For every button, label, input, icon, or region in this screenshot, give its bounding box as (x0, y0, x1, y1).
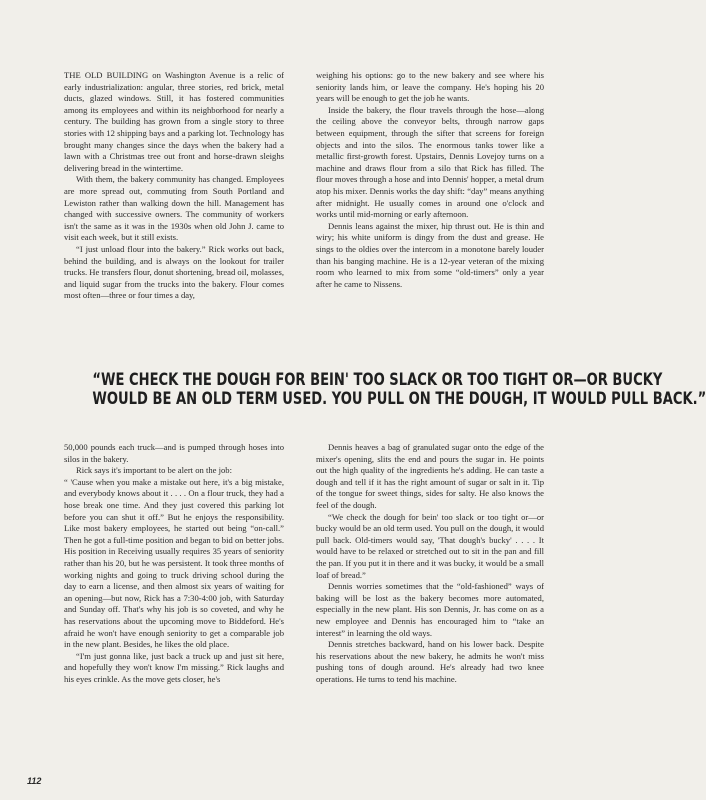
pull-quote (92, 370, 706, 408)
paragraph: Dennis heaves a bag of granulated sugar onto the edge of the mixer's opening, slits the end and pours the sugar in. He points out the high quality of the ingredients he's adding. He can taste a dough and tell if it has the right amount of sugar or salt in it. Tip of the tongue for sweet things, sides for salty. He also knows the feel of the dough. (316, 442, 544, 510)
paragraph: Inside the bakery, the flour travels through the hose—along the ceiling above the conveyor belts, through narrow gaps between equipment, through the sifter that screens for foreign objects and into the silos. The enormous tanks tower like a metallic first-growth forest. Upstairs, Dennis Lovejoy turns on a machine and draws flour from a silo that Rick has filled. The flour moves through a hose and into Dennis' hopper, a metal drum atop his mixer. Dennis works the day shift: “day” means anything after midnight. He usually comes in around one o'clock and works until mid-morning or early afternoon. (316, 104, 544, 220)
paragraph: Dennis worries sometimes that the “old-fashioned” ways of baking will be lost as the bakery becomes more automated, especially in the new plant. His son Dennis, Jr. has come on as a new employee and Dennis has encouraged him to “take an interest” in learning the old ways. (316, 581, 544, 638)
paragraph: With them, the bakery community has changed. Employees are more spread out, commuting from South Portland and Lewiston rather than walking down the hill. Management has changed with successive owners. The community of workers isn't the same as it was in the 1930s when old John J. came to visit each week, but it still exists. (64, 174, 284, 243)
paragraph: “I'm just gonna like, just back a truck up and just sit here, and hopefully they won't know I'm missing.” Rick laughs and his eyes crinkle. As the move gets closer, he's (64, 650, 284, 684)
paragraph: 50,000 pounds each truck—and is pumped through hoses into silos in the bakery. (64, 442, 284, 464)
paragraph: “We check the dough for bein' too slack or too tight or—or bucky would be an old term used. You pull on the dough, it would pull back. Old-timers would say, 'That dough's bucky' . . . . It would have to be relaxed or stretched out to sit in the pan and fill the pan. If you put it in there and it was bucky, it would be a small loaf of bread.” (316, 511, 544, 580)
column-top-right (316, 70, 544, 290)
column-bottom-right (316, 442, 544, 685)
paragraph: weighing his options: go to the new bakery and see where his seniority lands him, or leave the company. He's hoping his 20 years will be enough to get the job he wants. (316, 70, 544, 104)
paragraph: Dennis leans against the mixer, hip thrust out. He is thin and wiry; his white uniform is dingy from the dust and grease. He sings to the oldies over the intercom in a monotone barely louder than his banging machine. He is a 12-year veteran of the mixing room who learned to mix from some “old-timers” only a year after he came to Nissens. (316, 220, 544, 289)
paragraph: Dennis stretches backward, hand on his lower back. Despite his reservations about the new bakery, he admits he won't miss pushing tons of dough around. He's already had two knee operations. He turns to tend his machine. (316, 639, 544, 684)
paragraph: “I just unload flour into the bakery.” Rick works out back, behind the building, and is always on the lookout for trailer trucks. He transfers flour, donut shortening, bread oil, molasses, and liquid sugar from the trucks into the bakery. Flour comes most often—three or four times a day, (64, 243, 284, 301)
column-top-left (64, 70, 284, 302)
pull-quote-line: “WE CHECK THE DOUGH FOR BEIN' TOO SLACK OR TOO TIGHT OR—OR BUCKY (92, 370, 663, 389)
paragraph: “ 'Cause when you make a mistake out here, it's a big mistake, and everybody knows about it . . . . On a flour truck, they had a hose break one time. And they just covered this parking lot before you can shut it off.” But he enjoys the responsibility. Like most bakery employees, he started out being “on-call.” Then he got a full-time position and began to bid on better jobs. His position in Receiving usually requires 35 years of seniority rather than his 20, but he was persistent. It took three months of working nights and going to truck driving school during the day to earn a license, and then almost six years of waiting for an opening—but now, Rick has a 7:30-4:00 job, with Saturday and Sunday off. That's why his job is so coveted, and why he has reservations about the upcoming move to Biddeford. He's afraid he won't have enough seniority to get a comparable job in the new plant. Besides, he likes the old place. (64, 476, 284, 650)
paragraph: THE OLD BUILDING on Washington Avenue is a relic of early industrialization: angular, three stories, red brick, metal ducts, glazed windows. Still, it has fostered communities among its employees and within its neighborhood for nearly a century. The building has grown from a single story to three stories with 12 shipping bays and a parking lot. Technology has brought many changes since the days when the bakery had a lawn with a Christmas tree out front and horse-drawn sleighs delivering bread in the wintertime. (64, 70, 284, 173)
column-bottom-left (64, 442, 284, 685)
page-number: 112 (27, 776, 42, 786)
paragraph: Rick says it's important to be alert on the job: (76, 465, 232, 476)
pull-quote-line: WOULD BE AN OLD TERM USED. YOU PULL ON THE DOUGH, IT WOULD PULL BACK.” (92, 389, 706, 408)
